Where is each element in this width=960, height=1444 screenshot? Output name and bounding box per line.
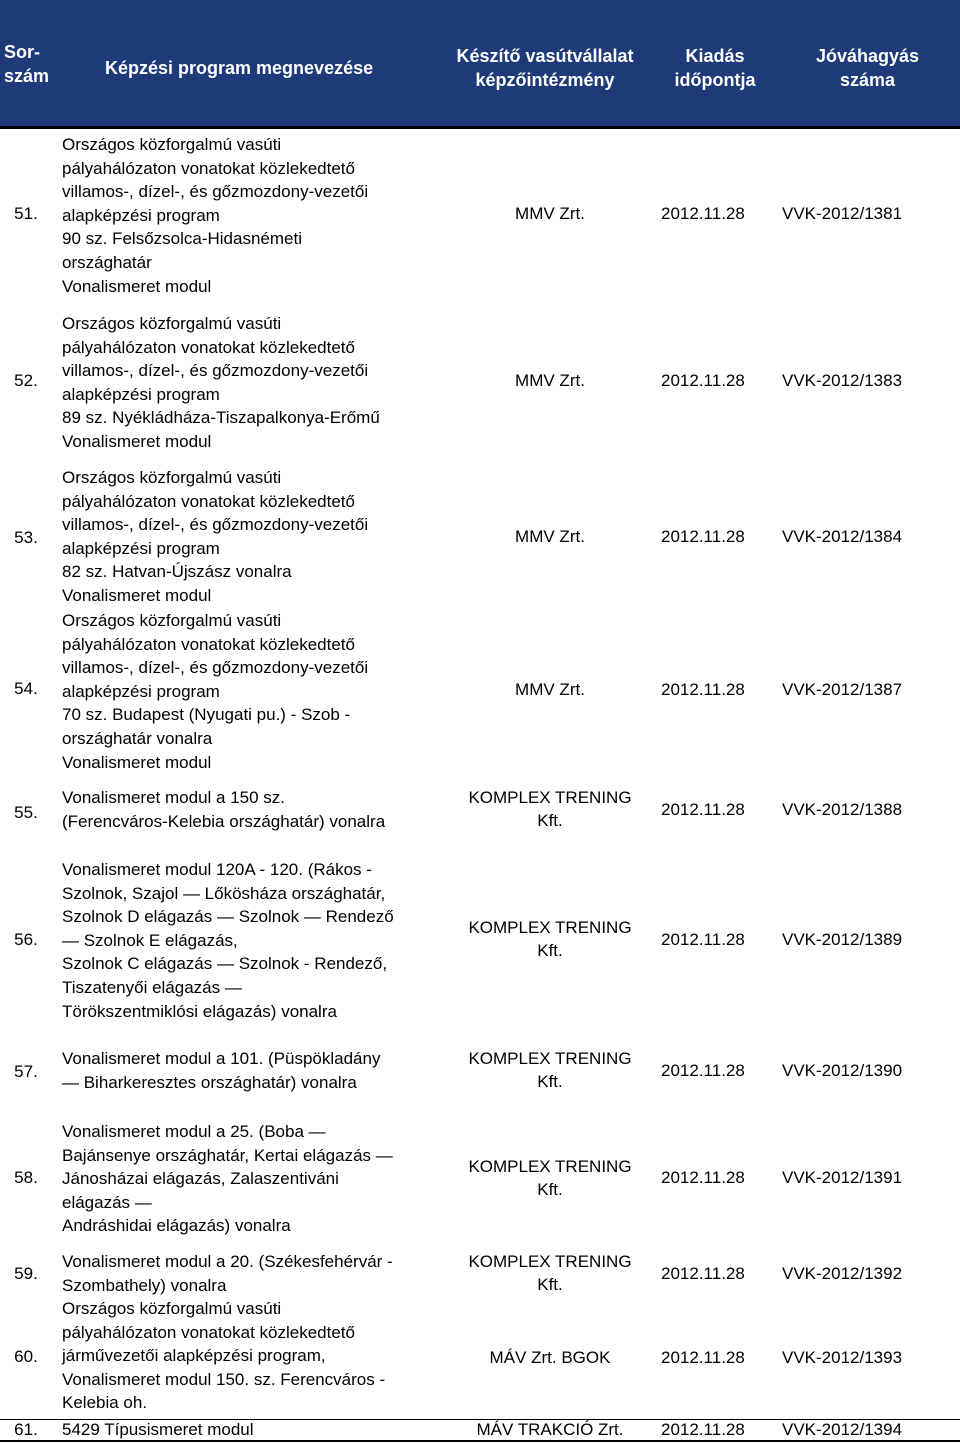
program-name-line: 70 sz. Budapest (Nyugati pu.) - Szob - [62, 705, 351, 725]
program-name-line: Országos közforgalmú vasúti [62, 611, 282, 630]
program-name-line: alapképzési program [62, 681, 220, 701]
program-name-line: Országos közforgalmú vasúti [62, 314, 282, 333]
row-number: 52. [14, 371, 38, 390]
issue-date: 2012.11.28 [661, 680, 745, 699]
program-name-line: alapképzési program [62, 538, 220, 558]
issue-date: 2012.11.28 [661, 204, 745, 223]
program-name-line: Vonalismeret modul 150. sz. Ferencváros - [62, 1369, 386, 1389]
header-col-company-line: képzőintézmény [475, 70, 615, 90]
program-name-line: Országos közforgalmú vasúti [62, 468, 282, 487]
program-name-line: Törökszentmiklósi elágazás) vonalra [62, 1001, 337, 1021]
approval-number: VVK-2012/1388 [782, 800, 903, 819]
approval-number: VVK-2012/1390 [782, 1061, 903, 1080]
program-name-line: Szombathely) vonalra [62, 1275, 227, 1295]
program-name-line: (Ferencváros-Kelebia országhatár) vonalra [62, 811, 386, 831]
program-name-line: pályahálózaton vonatokat közlekedtető [62, 158, 355, 178]
program-name-line: ― Biharkeresztes országhatár) vonalra [62, 1072, 357, 1092]
approval-number: VVK-2012/1394 [782, 1420, 903, 1439]
program-name-line: pályahálózaton vonatokat közlekedtető [62, 491, 355, 511]
program-name-line: villamos-, dízel-, és gőzmozdony-vezetői [62, 182, 369, 202]
row-divider [0, 126, 960, 129]
header-col-approval-line: száma [839, 70, 896, 90]
program-name-line: Országos közforgalmú vasúti [62, 1299, 282, 1318]
program-name-line: Vonalismeret modul a 25. (Boba ― [62, 1122, 326, 1141]
company-name: Kft. [537, 1072, 563, 1091]
program-name-line: pályahálózaton vonatokat közlekedtető [62, 337, 355, 357]
program-name-line: villamos-, dízel-, és gőzmozdony-vezetői [62, 515, 369, 535]
program-name-line: Vonalismeret modul [62, 752, 212, 772]
program-name-line: 90 sz. Felsőzsolca-Hidasnémeti [62, 229, 302, 249]
program-name-line: villamos-, dízel-, és gőzmozdony-vezetői [62, 658, 369, 678]
program-name-line: alapképzési program [62, 384, 220, 404]
issue-date: 2012.11.28 [661, 1061, 745, 1080]
row-number: 51. [14, 204, 38, 223]
program-name-line: alapképzési program [62, 205, 220, 225]
program-name-line: Országos közforgalmú vasúti [62, 135, 282, 154]
row-number: 56. [14, 930, 38, 949]
program-name-line: Vonalismeret modul a 101. (Püspökladány [62, 1049, 381, 1068]
program-name-line: 89 sz. Nyékládháza-Tiszapalkonya-Erőmű [62, 408, 380, 428]
approval-number: VVK-2012/1383 [782, 371, 903, 390]
issue-date: 2012.11.28 [661, 371, 745, 390]
approval-number: VVK-2012/1387 [782, 680, 903, 699]
issue-date: 2012.11.28 [661, 1348, 745, 1367]
company-name: Kft. [537, 1275, 563, 1294]
program-name-line: Vonalismeret modul [62, 276, 212, 296]
header-col-number [4, 40, 62, 88]
program-name-line: Tiszatenyői elágazás ― [62, 978, 242, 997]
program-name-line: 5429 Típusismeret modul [62, 1420, 254, 1439]
company-name: Kft. [537, 811, 563, 830]
header-col-number-line: Sor- [4, 42, 40, 62]
row-number: 58. [14, 1168, 38, 1187]
company-name: Kft. [537, 1180, 563, 1199]
header-col-date [660, 44, 770, 92]
program-name-line: országhatár [62, 253, 152, 272]
company-name: MMV Zrt. [515, 204, 585, 223]
program-name-line: járművezetői alapképzési program, [62, 1346, 326, 1366]
row-number: 57. [14, 1062, 38, 1081]
program-name-line: pályahálózaton vonatokat közlekedtető [62, 1322, 355, 1342]
approval-number: VVK-2012/1393 [782, 1348, 903, 1367]
row-number: 55. [14, 803, 38, 822]
program-name-line: Vonalismeret modul a 150 sz. [62, 788, 286, 807]
row-number: 53. [14, 528, 38, 547]
program-name-line: pályahálózaton vonatokat közlekedtető [62, 634, 355, 654]
header-col-approval-line: Jóváhagyás [815, 46, 920, 66]
company-name: MÁV Zrt. BGOK [489, 1348, 611, 1367]
company-name: MÁV TRAKCIÓ Zrt. [476, 1420, 624, 1439]
approval-number: VVK-2012/1384 [782, 527, 903, 546]
company-name: KOMPLEX TRENING [468, 1157, 632, 1176]
program-name-line: Bajánsenye országhatár, Kertai elágazás ― [62, 1145, 393, 1165]
approval-number: VVK-2012/1391 [782, 1168, 903, 1187]
company-name: MMV Zrt. [515, 680, 585, 699]
header-col-program: Képzési program megnevezése [105, 58, 374, 78]
company-name: MMV Zrt. [515, 527, 585, 546]
issue-date: 2012.11.28 [661, 1168, 745, 1187]
program-name-line: elágazás ― [62, 1192, 152, 1212]
company-name: KOMPLEX TRENING [468, 1252, 632, 1271]
issue-date: 2012.11.28 [661, 930, 745, 949]
row-number: 59. [14, 1264, 38, 1283]
program-name-line: Szolnok, Szajol ― Lőkösháza országhatár, [62, 883, 386, 903]
program-name-line: Vonalismeret modul [62, 586, 212, 605]
program-name-line: Jánosházai elágazás, Zalaszentiváni [62, 1169, 339, 1189]
issue-date: 2012.11.28 [661, 527, 745, 546]
row-number: 61. [14, 1420, 38, 1439]
issue-date: 2012.11.28 [661, 1264, 745, 1283]
issue-date: 2012.11.28 [661, 800, 745, 819]
table-header [0, 0, 960, 126]
approval-number: VVK-2012/1381 [782, 204, 903, 223]
row-number: 60. [14, 1347, 38, 1366]
program-name-line: Vonalismeret modul a 20. (Székesfehérvár - [62, 1252, 393, 1271]
header-col-company [440, 44, 650, 92]
program-name-line: Kelebia oh. [62, 1393, 148, 1413]
program-name-line: országhatár vonalra [62, 729, 213, 748]
program-name-line: Szolnok D elágazás ― Szolnok ― Rendező [62, 907, 394, 927]
header-col-approval [790, 44, 945, 92]
approval-number: VVK-2012/1389 [782, 930, 903, 949]
program-name-line: 82 sz. Hatvan-Újszász vonalra [62, 562, 292, 582]
company-name: MMV Zrt. [515, 371, 585, 390]
company-name: KOMPLEX TRENING [468, 918, 632, 937]
company-name: KOMPLEX TRENING [468, 788, 632, 807]
program-name-line: Vonalismeret modul [62, 432, 212, 451]
header-col-date-line: Kiadás [685, 46, 745, 66]
row-number: 54. [14, 679, 38, 698]
program-name-line: Andráshidai elágazás) vonalra [62, 1216, 291, 1236]
company-name: KOMPLEX TRENING [468, 1049, 632, 1068]
program-name-line: Szolnok C elágazás ― Szolnok - Rendező, [62, 954, 388, 974]
program-name-line: ― Szolnok E elágazás, [62, 930, 238, 950]
company-name: Kft. [537, 941, 563, 960]
approval-number: VVK-2012/1392 [782, 1264, 903, 1283]
header-col-number-line: szám [4, 66, 50, 86]
program-name-line: Vonalismeret modul 120A - 120. (Rákos - [62, 860, 372, 879]
program-name-line: villamos-, dízel-, és gőzmozdony-vezetői [62, 361, 369, 381]
header-col-date-line: időpontja [674, 70, 756, 90]
issue-date: 2012.11.28 [661, 1420, 745, 1439]
header-col-company-line: Készítő vasútvállalat [456, 46, 634, 66]
